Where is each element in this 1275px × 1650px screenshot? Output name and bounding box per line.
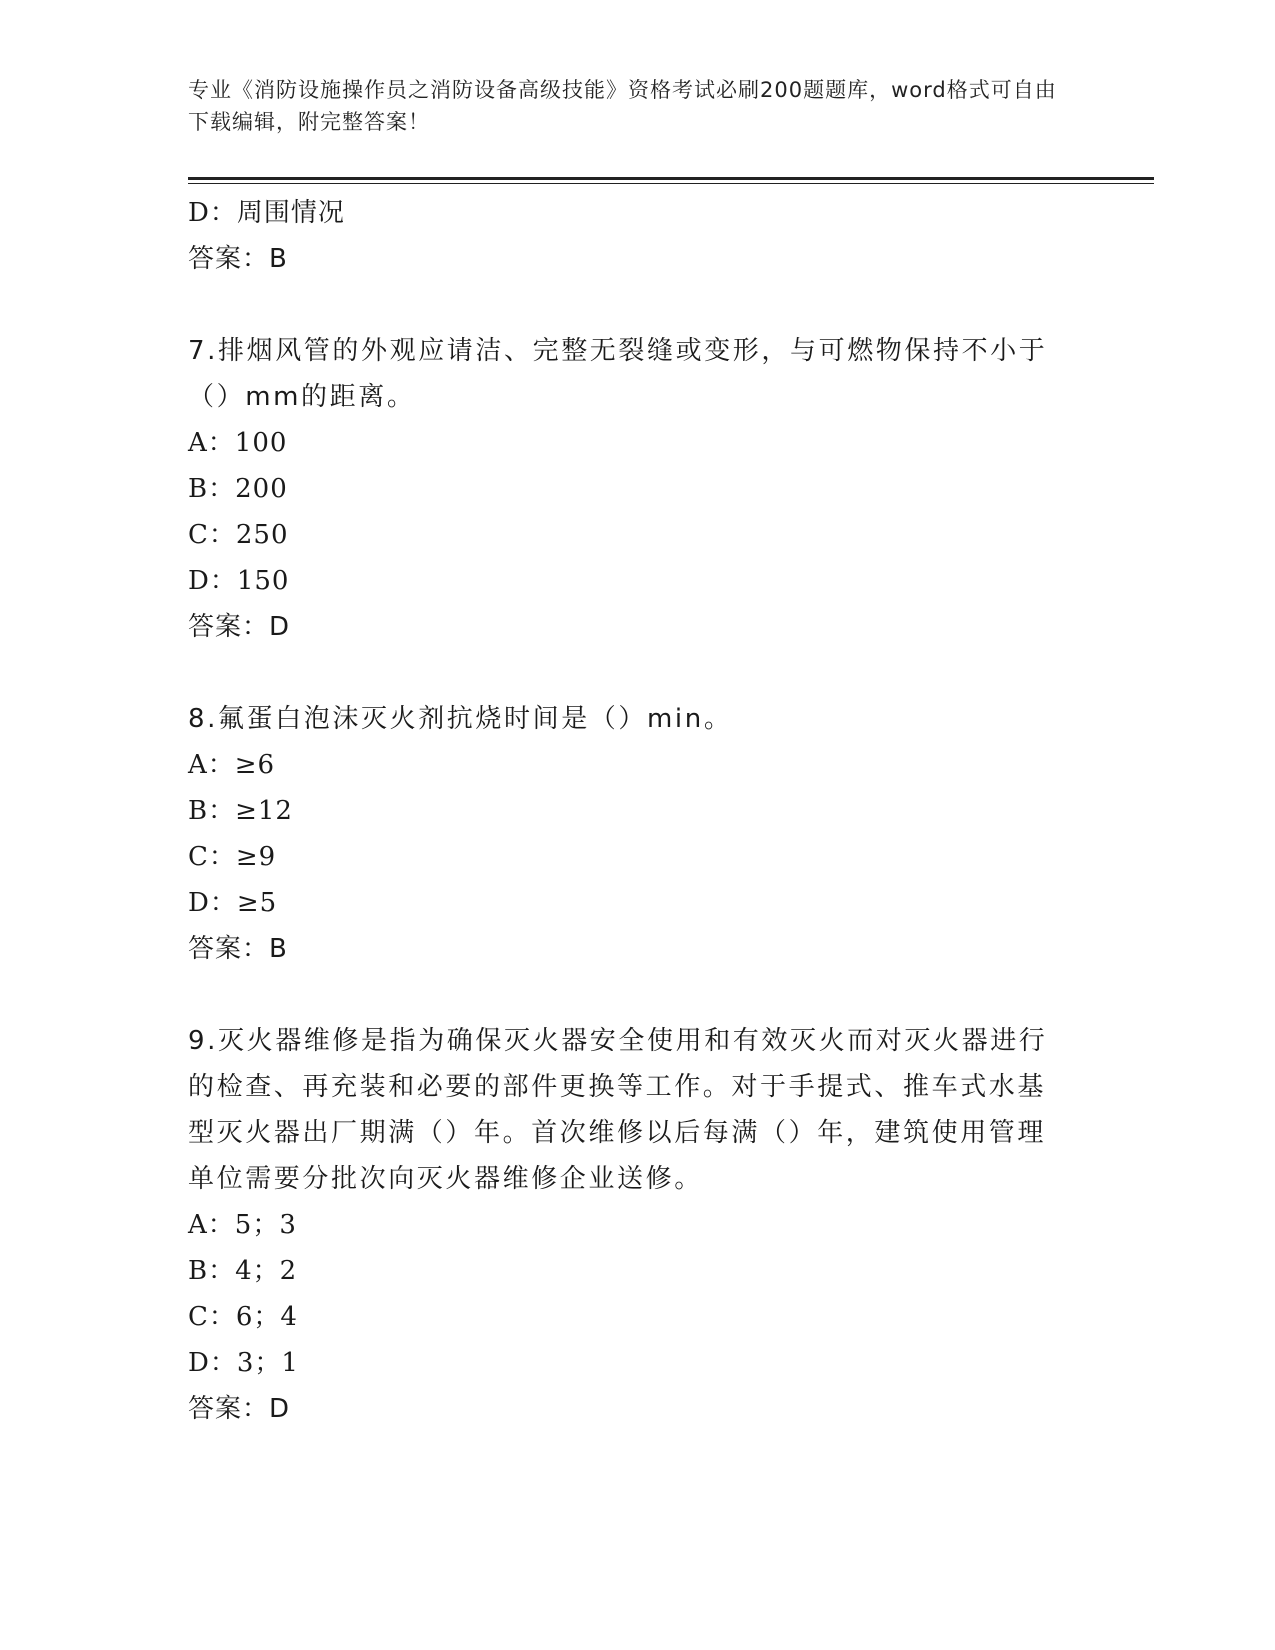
question-stem: 9.灭火器维修是指为确保灭火器安全使用和有效灭火而对灭火器进行的检查、再充装和必要的部件更换等工作。对于手提式、推车式水基型灭火器出厂期满（）年。首次维修以后每满（）年，建筑使用管理单位需要分批次向灭火器维修企业送修。 — [188, 1026, 1048, 1194]
question-content — [188, 190, 1088, 1432]
option-b: B：≥12 — [188, 796, 293, 826]
answer: 答案：D — [188, 1394, 291, 1424]
answer: 答案：D — [188, 612, 291, 642]
option-c: C：6；4 — [188, 1302, 298, 1332]
question-stem: 8.氟蛋白泡沫灭火剂抗烧时间是（）min。 — [188, 704, 733, 734]
header-rule-thick — [188, 177, 1154, 180]
header-rule-thin — [188, 183, 1154, 184]
question-9 — [188, 1018, 1088, 1432]
option-a: A：≥6 — [188, 750, 276, 780]
option-b: B：200 — [188, 474, 288, 504]
question-8 — [188, 696, 1088, 972]
carryover-option-d: D：周围情况 — [188, 198, 345, 228]
question-stem: 7.排烟风管的外观应请洁、完整无裂缝或变形，与可燃物保持不小于（）mm的距离。 — [188, 336, 1048, 412]
option-a: A：100 — [188, 428, 288, 458]
option-d: D：3；1 — [188, 1348, 299, 1378]
document-header: 专业《消防设施操作员之消防设备高级技能》资格考试必刷200题题库，word格式可自由下载编辑，附完整答案！ — [188, 78, 1057, 134]
option-b: B：4；2 — [188, 1256, 298, 1286]
carryover-answer: 答案：B — [188, 244, 288, 274]
option-c: C：250 — [188, 520, 289, 550]
option-d: D：≥5 — [188, 888, 278, 918]
option-c: C：≥9 — [188, 842, 277, 872]
answer: 答案：B — [188, 934, 288, 964]
option-a: A：5；3 — [188, 1210, 297, 1240]
option-d: D：150 — [188, 566, 290, 596]
question-7 — [188, 328, 1088, 650]
